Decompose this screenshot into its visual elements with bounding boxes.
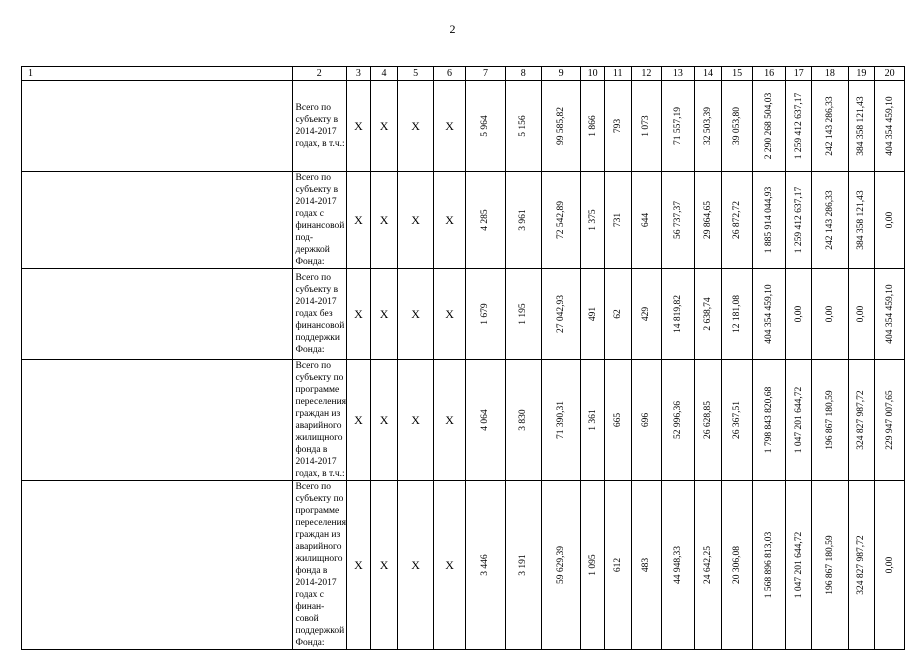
table-row [22, 481, 905, 650]
value-cell [541, 481, 580, 650]
column-number: 15 [722, 67, 753, 81]
value-cell [662, 360, 695, 481]
value-text: 71 557,19 [672, 107, 683, 145]
value-cell [875, 360, 905, 481]
value-text: 404 354 459,10 [884, 96, 895, 156]
value-cell [466, 360, 505, 481]
value-cell [752, 172, 786, 269]
value-cell [541, 360, 580, 481]
value-cell [505, 360, 541, 481]
value-cell [722, 81, 753, 172]
value-text: 1 798 843 820,68 [764, 386, 775, 454]
value-text: 56 737,37 [672, 201, 683, 239]
value-cell [466, 81, 505, 172]
value-text: 26 628,85 [703, 401, 713, 439]
value-text: 3 191 [518, 554, 529, 576]
x-mark-cell: X [347, 360, 371, 481]
value-text: 384 358 121,43 [856, 96, 867, 156]
value-text: 2 290 268 504,03 [764, 92, 775, 160]
value-text: 1 047 201 644,72 [793, 531, 804, 599]
value-text: 196 867 180,59 [824, 535, 835, 595]
value-cell [581, 269, 605, 360]
x-mark-cell: X [398, 81, 433, 172]
value-cell [662, 81, 695, 172]
column-number: 1 [22, 67, 293, 81]
page-number: 2 [449, 22, 456, 36]
value-cell [786, 172, 812, 269]
column-number: 2 [292, 67, 347, 81]
value-text: 0,00 [856, 305, 867, 323]
value-text: 32 503,39 [703, 107, 713, 145]
table-row [22, 81, 905, 172]
value-text: 3 446 [480, 554, 491, 576]
value-cell [631, 360, 662, 481]
x-mark-cell: X [398, 269, 433, 360]
value-text: 1 259 412 637,17 [793, 186, 804, 254]
value-cell [848, 481, 875, 650]
table-row [22, 269, 905, 360]
value-text: 644 [641, 212, 652, 228]
value-text: 44 948,33 [672, 546, 683, 584]
table-row [22, 360, 905, 481]
value-text: 3 830 [518, 409, 529, 431]
value-text: 1 259 412 637,17 [793, 92, 804, 160]
value-text: 4 285 [480, 209, 491, 231]
value-cell [786, 360, 812, 481]
column-number: 10 [581, 67, 605, 81]
value-text: 324 827 987,72 [856, 535, 867, 595]
value-text: 3 961 [518, 209, 529, 231]
value-text: 665 [612, 412, 623, 428]
value-cell [875, 81, 905, 172]
value-cell [466, 172, 505, 269]
x-mark-cell: X [347, 481, 371, 650]
value-text: 229 947 007,65 [884, 390, 895, 450]
value-text: 14 819,82 [672, 295, 683, 333]
value-text: 20 306,08 [732, 546, 743, 584]
x-mark-cell: X [347, 172, 371, 269]
value-text: 1 195 [518, 303, 529, 325]
x-mark-cell: X [398, 360, 433, 481]
value-cell [541, 172, 580, 269]
value-cell [694, 172, 722, 269]
x-mark-cell: X [370, 81, 398, 172]
column-number: 11 [604, 67, 631, 81]
column-number-row [22, 67, 905, 81]
value-text: 4 064 [480, 409, 491, 431]
value-cell [505, 269, 541, 360]
x-mark-cell: X [370, 269, 398, 360]
value-cell [694, 360, 722, 481]
value-text: 384 358 121,43 [856, 190, 867, 250]
table-row [22, 172, 905, 269]
row-label: Всего по субъекту в 2014-2017 годах, в т.ч.: [292, 81, 347, 172]
x-mark-cell: X [433, 360, 466, 481]
value-cell [581, 81, 605, 172]
value-text: 1 866 [587, 115, 598, 137]
value-cell [604, 269, 631, 360]
value-cell [812, 172, 848, 269]
value-cell [694, 269, 722, 360]
x-mark-cell: X [433, 81, 466, 172]
value-cell [848, 269, 875, 360]
x-mark-cell: X [347, 269, 371, 360]
value-text: 429 [641, 306, 652, 322]
value-text: 99 585,82 [556, 107, 567, 145]
row-label: Всего по субъекту в 2014-2017 годах без финансовой поддержки Фонда: [292, 269, 347, 360]
value-cell [848, 172, 875, 269]
value-cell [631, 481, 662, 650]
value-cell [604, 172, 631, 269]
value-text: 27 042,93 [556, 295, 567, 333]
value-cell [505, 172, 541, 269]
value-text: 62 [612, 309, 623, 319]
value-cell [581, 360, 605, 481]
value-text: 324 827 987,72 [856, 390, 867, 450]
column-number: 13 [662, 67, 695, 81]
value-text: 0,00 [824, 305, 835, 323]
value-text: 12 181,08 [732, 295, 743, 333]
value-text: 196 867 180,59 [824, 390, 835, 450]
data-table [21, 66, 905, 650]
x-mark-cell: X [347, 81, 371, 172]
value-cell [812, 269, 848, 360]
value-cell [875, 269, 905, 360]
value-text: 72 542,89 [556, 201, 567, 239]
value-cell [631, 81, 662, 172]
value-text: 39 053,80 [732, 107, 743, 145]
value-cell [875, 481, 905, 650]
value-cell [875, 172, 905, 269]
row-label: Всего по субъекту по программе переселения граждан из аварийного жилищного фонда в 2014-2017 годах, в т.ч.: [292, 360, 347, 481]
value-cell [541, 81, 580, 172]
value-cell [631, 172, 662, 269]
value-cell [848, 360, 875, 481]
value-text: 24 642,25 [703, 546, 713, 584]
value-cell [466, 481, 505, 650]
x-mark-cell: X [433, 172, 466, 269]
value-text: 404 354 459,10 [764, 284, 775, 344]
value-text: 696 [641, 412, 652, 428]
value-text: 242 143 286,33 [824, 190, 835, 250]
column-number: 7 [466, 67, 505, 81]
column-number: 14 [694, 67, 722, 81]
value-text: 0,00 [884, 556, 895, 574]
value-text: 793 [612, 118, 623, 134]
column-number: 20 [875, 67, 905, 81]
value-cell [786, 269, 812, 360]
value-text: 731 [612, 212, 623, 228]
value-text: 71 390,31 [556, 401, 567, 439]
value-cell [581, 481, 605, 650]
x-mark-cell: X [433, 269, 466, 360]
value-text: 1 375 [587, 209, 598, 231]
empty-cell [22, 360, 293, 481]
value-text: 1 679 [480, 303, 491, 325]
value-cell [812, 360, 848, 481]
value-cell [722, 360, 753, 481]
value-cell [505, 81, 541, 172]
row-label: Всего по субъекту в 2014-2017 годах с финансовой под-держкой Фонда: [292, 172, 347, 269]
column-number: 4 [370, 67, 398, 81]
value-text: 1 095 [587, 554, 598, 576]
x-mark-cell: X [398, 481, 433, 650]
value-text: 29 864,65 [703, 201, 713, 239]
column-number: 12 [631, 67, 662, 81]
value-text: 1 073 [641, 115, 652, 137]
value-cell [786, 81, 812, 172]
value-cell [694, 81, 722, 172]
value-cell [752, 481, 786, 650]
column-number: 17 [786, 67, 812, 81]
value-text: 483 [641, 557, 652, 573]
empty-cell [22, 269, 293, 360]
value-text: 242 143 286,33 [824, 96, 835, 156]
value-text: 26 367,51 [732, 401, 743, 439]
value-cell [722, 172, 753, 269]
value-cell [786, 481, 812, 650]
value-text: 2 638,74 [703, 297, 713, 331]
x-mark-cell: X [370, 360, 398, 481]
value-text: 0,00 [793, 305, 804, 323]
value-cell [662, 481, 695, 650]
value-text: 5 156 [518, 115, 529, 137]
value-text: 59 629,39 [556, 546, 567, 584]
x-mark-cell: X [398, 172, 433, 269]
value-cell [662, 172, 695, 269]
column-number: 8 [505, 67, 541, 81]
value-text: 1 361 [587, 409, 598, 431]
empty-cell [22, 81, 293, 172]
value-text: 404 354 459,10 [884, 284, 895, 344]
column-number: 5 [398, 67, 433, 81]
value-text: 1 885 914 044,93 [764, 186, 775, 254]
value-text: 0,00 [884, 211, 895, 229]
value-cell [631, 269, 662, 360]
column-number: 19 [848, 67, 875, 81]
value-cell [604, 360, 631, 481]
value-cell [466, 269, 505, 360]
value-text: 1 047 201 644,72 [793, 386, 804, 454]
row-label: Всего по субъекту по программе переселения граждан из аварийного жилищного фонда в 2014-2017 годах с финан-совой поддержкой Фонда: [292, 481, 347, 650]
value-cell [752, 269, 786, 360]
value-cell [662, 269, 695, 360]
value-cell [812, 481, 848, 650]
value-cell [541, 269, 580, 360]
value-cell [505, 481, 541, 650]
x-mark-cell: X [433, 481, 466, 650]
value-cell [752, 81, 786, 172]
value-cell [694, 481, 722, 650]
value-text: 5 964 [480, 115, 491, 137]
x-mark-cell: X [370, 172, 398, 269]
value-cell [812, 81, 848, 172]
value-text: 491 [587, 306, 598, 322]
column-number: 3 [347, 67, 371, 81]
value-text: 612 [612, 557, 623, 573]
value-text: 26 872,72 [732, 201, 743, 239]
value-cell [722, 481, 753, 650]
value-cell [604, 81, 631, 172]
column-number: 6 [433, 67, 466, 81]
value-cell [581, 172, 605, 269]
x-mark-cell: X [370, 481, 398, 650]
empty-cell [22, 172, 293, 269]
value-text: 52 996,36 [672, 401, 683, 439]
value-cell [848, 81, 875, 172]
value-cell [722, 269, 753, 360]
value-text: 1 568 896 813,03 [764, 531, 775, 599]
empty-cell [22, 481, 293, 650]
column-number: 16 [752, 67, 786, 81]
value-cell [752, 360, 786, 481]
column-number: 18 [812, 67, 848, 81]
value-cell [604, 481, 631, 650]
column-number: 9 [541, 67, 580, 81]
